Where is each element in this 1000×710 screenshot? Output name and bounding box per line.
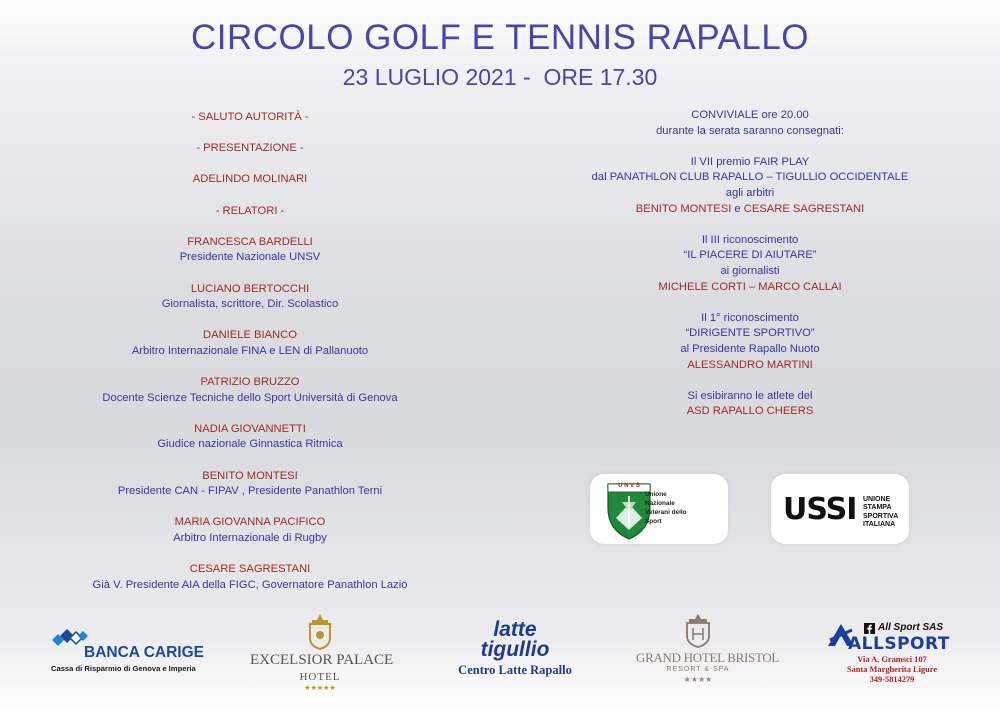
bristol-stars: ★★★★ bbox=[683, 675, 713, 684]
award-fairplay-recipients bbox=[560, 202, 940, 218]
sponsor-excelsior-palace bbox=[250, 612, 394, 696]
speaker-name: NADIA GIOVANNETTI bbox=[194, 422, 306, 435]
sponsor-grand-hotel-bristol bbox=[636, 612, 780, 692]
event-date: 23 LUGLIO 2021 - ORE 17.30 bbox=[342, 64, 658, 90]
excelsior-crest-icon bbox=[305, 612, 335, 650]
excelsior-stars: ★★★★★ bbox=[304, 685, 336, 692]
show-intro: Si esibiranno le atlete del bbox=[687, 389, 813, 402]
sponsor-banca-carige bbox=[48, 626, 204, 674]
bristol-subtitle: RESORT & SPA bbox=[666, 666, 730, 673]
speaker-name: CESARE SAGRESTANI bbox=[189, 563, 311, 576]
carige-subtitle: Cassa di Risparmio di Genova e Imperia bbox=[51, 664, 196, 673]
speaker-name: LUCIANO BERTOCCHI bbox=[190, 282, 310, 295]
speaker-role: Giudice nazionale Ginnastica Ritmica bbox=[157, 438, 343, 451]
speaker-role: Arbitro Internazionale di Rugby bbox=[173, 532, 327, 545]
unvs-line: Nazionale bbox=[645, 500, 675, 507]
award-dirigente-title: Il 1° riconoscimento bbox=[701, 311, 799, 324]
speaker-name: FRANCESCA BARDELLI bbox=[187, 235, 313, 248]
award-dirigente-recipient: ALESSANDRO MARTINI bbox=[687, 358, 813, 371]
recipient-name: CESARE SAGRESTANI bbox=[743, 202, 865, 215]
speaker-role: Giornalista, scrittore, Dir. Scolastico bbox=[161, 298, 339, 311]
award-aiutare-title: Il III riconoscimento bbox=[701, 233, 799, 246]
unvs-line: Unione bbox=[645, 491, 667, 498]
allsport-address: Via A. Gramsci 107 bbox=[857, 655, 927, 664]
unvs-logo-card bbox=[590, 474, 728, 544]
program-column bbox=[60, 110, 440, 593]
speaker-role: Già V. Presidente AIA della FIGC, Governatore Panathlon Lazio bbox=[92, 578, 408, 591]
latte-brand-line: latte bbox=[493, 618, 537, 641]
ussi-line: ITALIANA bbox=[863, 521, 896, 529]
speaker-name: BENITO MONTESI bbox=[202, 469, 298, 482]
conviviale-time: CONVIVIALE ore 20.00 bbox=[691, 109, 809, 121]
award-aiutare-name: “IL PIACERE DI AIUTARE” bbox=[683, 249, 817, 262]
recipient-name: BENITO MONTESI bbox=[635, 202, 732, 215]
latte-brand-line: tigullio bbox=[480, 638, 550, 661]
latte-subtitle: Centro Latte Rapallo bbox=[458, 663, 572, 677]
award-fairplay-to: agli arbitri bbox=[725, 186, 775, 199]
award-aiutare-to: ai giornalisti bbox=[720, 264, 780, 277]
ussi-line: STAMPA bbox=[863, 504, 892, 512]
excelsior-hotel: HOTEL bbox=[299, 671, 341, 683]
saluto-autorita: - SALUTO AUTORITÀ - bbox=[191, 111, 309, 123]
speaker-name: MARIA GIOVANNA PACIFICO bbox=[174, 516, 326, 529]
latte-brand bbox=[457, 620, 573, 660]
award-dirigente-name: “DIRIGENTE SPORTIVO” bbox=[685, 327, 815, 340]
facebook-icon bbox=[864, 623, 875, 634]
allsport-sas: All Sport SAS bbox=[878, 622, 944, 633]
presenter-name: ADELINDO MOLINARI bbox=[192, 173, 308, 186]
award-fairplay-title: Il VII premio FAIR PLAY bbox=[690, 155, 810, 168]
excelsior-name: EXCELSIOR PALACE bbox=[250, 652, 394, 668]
show-team: ASD RAPALLO CHEERS bbox=[686, 405, 814, 418]
award-dirigente-to: al Presidente Rapallo Nuoto bbox=[680, 342, 820, 355]
unvs-text bbox=[645, 490, 687, 526]
relatori-label: - RELATORI - bbox=[215, 204, 285, 217]
bristol-name: GRAND HOTEL BRISTOL bbox=[636, 650, 780, 665]
ussi-logo-card bbox=[771, 474, 909, 544]
evening-intro: durante la serata saranno consegnati: bbox=[656, 124, 844, 137]
ussi-wordmark: USSI bbox=[783, 492, 857, 527]
speaker-name: DANIELE BIANCO bbox=[203, 329, 297, 342]
presentazione-label: - PRESENTAZIONE - bbox=[196, 142, 304, 155]
sponsor-latte-tigullio bbox=[455, 620, 575, 680]
award-aiutare-recipients: MICHELE CORTI – MARCO CALLAI bbox=[658, 280, 842, 293]
carige-name: BANCA CARIGE bbox=[84, 644, 204, 661]
unvs-line: Sport bbox=[645, 518, 662, 525]
award-fairplay-from: dal PANATHLON CLUB RAPALLO – TIGULLIO OCCIDENTALE bbox=[591, 171, 909, 184]
ussi-line: SPORTIVA bbox=[863, 512, 899, 520]
evening-column bbox=[560, 108, 940, 420]
speaker-role: Presidente Nazionale UNSV bbox=[179, 251, 321, 264]
allsport-city: Santa Margherita Ligure bbox=[846, 665, 938, 674]
allsport-phone: 349-5814279 bbox=[869, 675, 915, 684]
recipient-conjunction: e bbox=[731, 202, 744, 215]
speaker-role: Docente Scienze Tecniche dello Sport Università di Genova bbox=[102, 391, 398, 404]
speaker-name: PATRIZIO BRUZZO bbox=[200, 376, 300, 389]
speaker-role: Arbitro Internazionale FINA e LEN di Pallanuoto bbox=[131, 344, 369, 357]
allsport-wordmark: ALLSPORT bbox=[848, 634, 950, 654]
page-title: CIRCOLO GOLF E TENNIS RAPALLO bbox=[190, 18, 810, 57]
ussi-text bbox=[863, 496, 898, 530]
sponsor-allsport bbox=[826, 618, 956, 702]
ussi-line: UNIONE bbox=[863, 496, 891, 503]
unvs-line: Veterani dello bbox=[645, 509, 687, 516]
speaker-role: Presidente CAN - FIPAV , Presidente Panathlon Terni bbox=[117, 485, 383, 498]
bristol-crest-icon bbox=[683, 612, 713, 648]
unvs-badge: U N V S bbox=[618, 483, 640, 489]
